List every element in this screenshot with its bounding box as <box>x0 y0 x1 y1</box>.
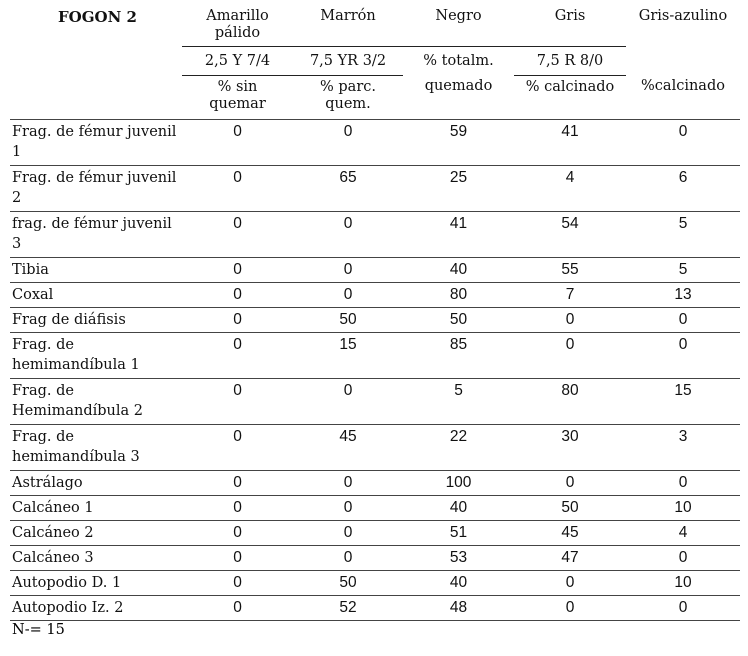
row-value: 0 <box>293 211 403 257</box>
row-value: 0 <box>182 119 293 165</box>
row-value: 0 <box>293 470 403 495</box>
row-label: Tibia <box>10 257 182 282</box>
row-value: 65 <box>293 165 403 211</box>
row-value: 50 <box>514 495 626 520</box>
table-title: FOGON 2 <box>58 8 137 26</box>
header-name-gris-azulino: Gris-azulino <box>638 8 728 24</box>
table-row <box>10 570 740 595</box>
row-value: 0 <box>182 495 293 520</box>
row-value: 0 <box>626 545 740 570</box>
row-value: 0 <box>514 595 626 620</box>
row-value: 0 <box>182 257 293 282</box>
row-label: Frag. de fémur juvenil 1 <box>10 119 182 165</box>
header-blank-cell <box>10 75 182 119</box>
row-value: 5 <box>626 257 740 282</box>
row-value: 45 <box>293 424 403 470</box>
row-label: Frag. de hemimandíbula 3 <box>10 424 182 470</box>
row-value: 25 <box>403 165 514 211</box>
row-value: 54 <box>514 211 626 257</box>
header-blank-cell <box>10 46 182 75</box>
row-value: 0 <box>293 545 403 570</box>
row-value: 5 <box>403 378 514 424</box>
row-value: 0 <box>626 307 740 332</box>
header-row-names <box>10 6 740 46</box>
table-row <box>10 211 740 257</box>
row-value: 10 <box>626 570 740 595</box>
row-label: Coxal <box>10 282 182 307</box>
fogon-table <box>10 6 740 621</box>
row-value: 100 <box>403 470 514 495</box>
table-row <box>10 520 740 545</box>
row-value: 0 <box>293 119 403 165</box>
header-code-marron: 7,5 YR 3/2 <box>293 46 403 75</box>
header-name-gris: Gris <box>514 6 626 46</box>
row-value: 85 <box>403 332 514 378</box>
table-row <box>10 378 740 424</box>
table-row <box>10 424 740 470</box>
row-value: 0 <box>514 307 626 332</box>
row-value: 10 <box>626 495 740 520</box>
row-value: 15 <box>293 332 403 378</box>
row-value: 7 <box>514 282 626 307</box>
row-value: 0 <box>182 332 293 378</box>
row-value: 0 <box>182 520 293 545</box>
row-value: 59 <box>403 119 514 165</box>
row-value: 13 <box>626 282 740 307</box>
row-value: 55 <box>514 257 626 282</box>
row-value: 15 <box>626 378 740 424</box>
row-value: 40 <box>403 495 514 520</box>
row-value: 0 <box>182 424 293 470</box>
row-value: 0 <box>626 595 740 620</box>
row-label: Frag de diáfisis <box>10 307 182 332</box>
table-row <box>10 545 740 570</box>
header-name-amarillo: Amarillo pálido <box>182 6 293 46</box>
row-value: 41 <box>403 211 514 257</box>
row-value: 0 <box>182 282 293 307</box>
row-value: 51 <box>403 520 514 545</box>
header-desc-amarillo: % sin quemar <box>182 75 293 119</box>
document-page <box>10 6 740 638</box>
header-desc-gris-azulino: %calcinado <box>626 75 740 119</box>
row-label: frag. de fémur juvenil 3 <box>10 211 182 257</box>
row-label: Autopodio D. 1 <box>10 570 182 595</box>
table-row <box>10 495 740 520</box>
header-name-marron: Marrón <box>293 6 403 46</box>
table-row <box>10 307 740 332</box>
header-code-gris: 7,5 R 8/0 <box>514 46 626 75</box>
row-value: 0 <box>514 570 626 595</box>
row-value: 0 <box>182 211 293 257</box>
row-value: 40 <box>403 570 514 595</box>
row-value: 0 <box>293 495 403 520</box>
row-value: 0 <box>182 307 293 332</box>
row-value: 0 <box>182 545 293 570</box>
header-row-codes <box>10 46 740 75</box>
row-value: 0 <box>182 570 293 595</box>
row-value: 50 <box>403 307 514 332</box>
row-value: 41 <box>514 119 626 165</box>
row-value: 40 <box>403 257 514 282</box>
row-value: 0 <box>626 470 740 495</box>
row-label: Frag. de hemimandíbula 1 <box>10 332 182 378</box>
header-code-negro: % totalm. <box>423 52 494 69</box>
row-label: Frag. de Hemimandíbula 2 <box>10 378 182 424</box>
row-value: 4 <box>514 165 626 211</box>
table-row <box>10 282 740 307</box>
row-label: Frag. de fémur juvenil 2 <box>10 165 182 211</box>
row-value: 6 <box>626 165 740 211</box>
header-desc-marron: % parc. quem. <box>293 75 403 119</box>
row-value: 0 <box>514 332 626 378</box>
table-row <box>10 165 740 211</box>
row-value: 3 <box>626 424 740 470</box>
row-value: 0 <box>293 282 403 307</box>
header-row-desc <box>10 75 740 119</box>
row-value: 45 <box>514 520 626 545</box>
table-row <box>10 470 740 495</box>
row-value: 0 <box>182 165 293 211</box>
row-label: Autopodio Iz. 2 <box>10 595 182 620</box>
row-value: 5 <box>626 211 740 257</box>
row-value: 0 <box>626 119 740 165</box>
row-label: Calcáneo 3 <box>10 545 182 570</box>
row-value: 0 <box>293 378 403 424</box>
row-value: 80 <box>403 282 514 307</box>
row-value: 50 <box>293 307 403 332</box>
row-value: 53 <box>403 545 514 570</box>
row-value: 52 <box>293 595 403 620</box>
table-row <box>10 257 740 282</box>
row-value: 4 <box>626 520 740 545</box>
header-code-amarillo: 2,5 Y 7/4 <box>182 46 293 75</box>
row-label: Calcáneo 2 <box>10 520 182 545</box>
table-row <box>10 332 740 378</box>
table-row <box>10 119 740 165</box>
row-value: 80 <box>514 378 626 424</box>
row-value: 0 <box>626 332 740 378</box>
footnote: N-= 15 <box>12 621 65 638</box>
header-desc-gris: % calcinado <box>514 75 626 119</box>
row-label: Calcáneo 1 <box>10 495 182 520</box>
table-row <box>10 595 740 620</box>
table-body <box>10 119 740 620</box>
header-name-negro: Negro <box>403 6 514 46</box>
row-value: 0 <box>182 595 293 620</box>
row-value: 0 <box>293 520 403 545</box>
row-value: 0 <box>182 470 293 495</box>
row-value: 30 <box>514 424 626 470</box>
row-label: Astrálago <box>10 470 182 495</box>
row-value: 50 <box>293 570 403 595</box>
row-value: 47 <box>514 545 626 570</box>
row-value: 0 <box>293 257 403 282</box>
row-value: 0 <box>182 378 293 424</box>
header-code-gris-azulino <box>626 46 740 75</box>
header-desc-negro: quemado <box>403 75 514 119</box>
row-value: 0 <box>514 470 626 495</box>
row-value: 48 <box>403 595 514 620</box>
row-value: 22 <box>403 424 514 470</box>
